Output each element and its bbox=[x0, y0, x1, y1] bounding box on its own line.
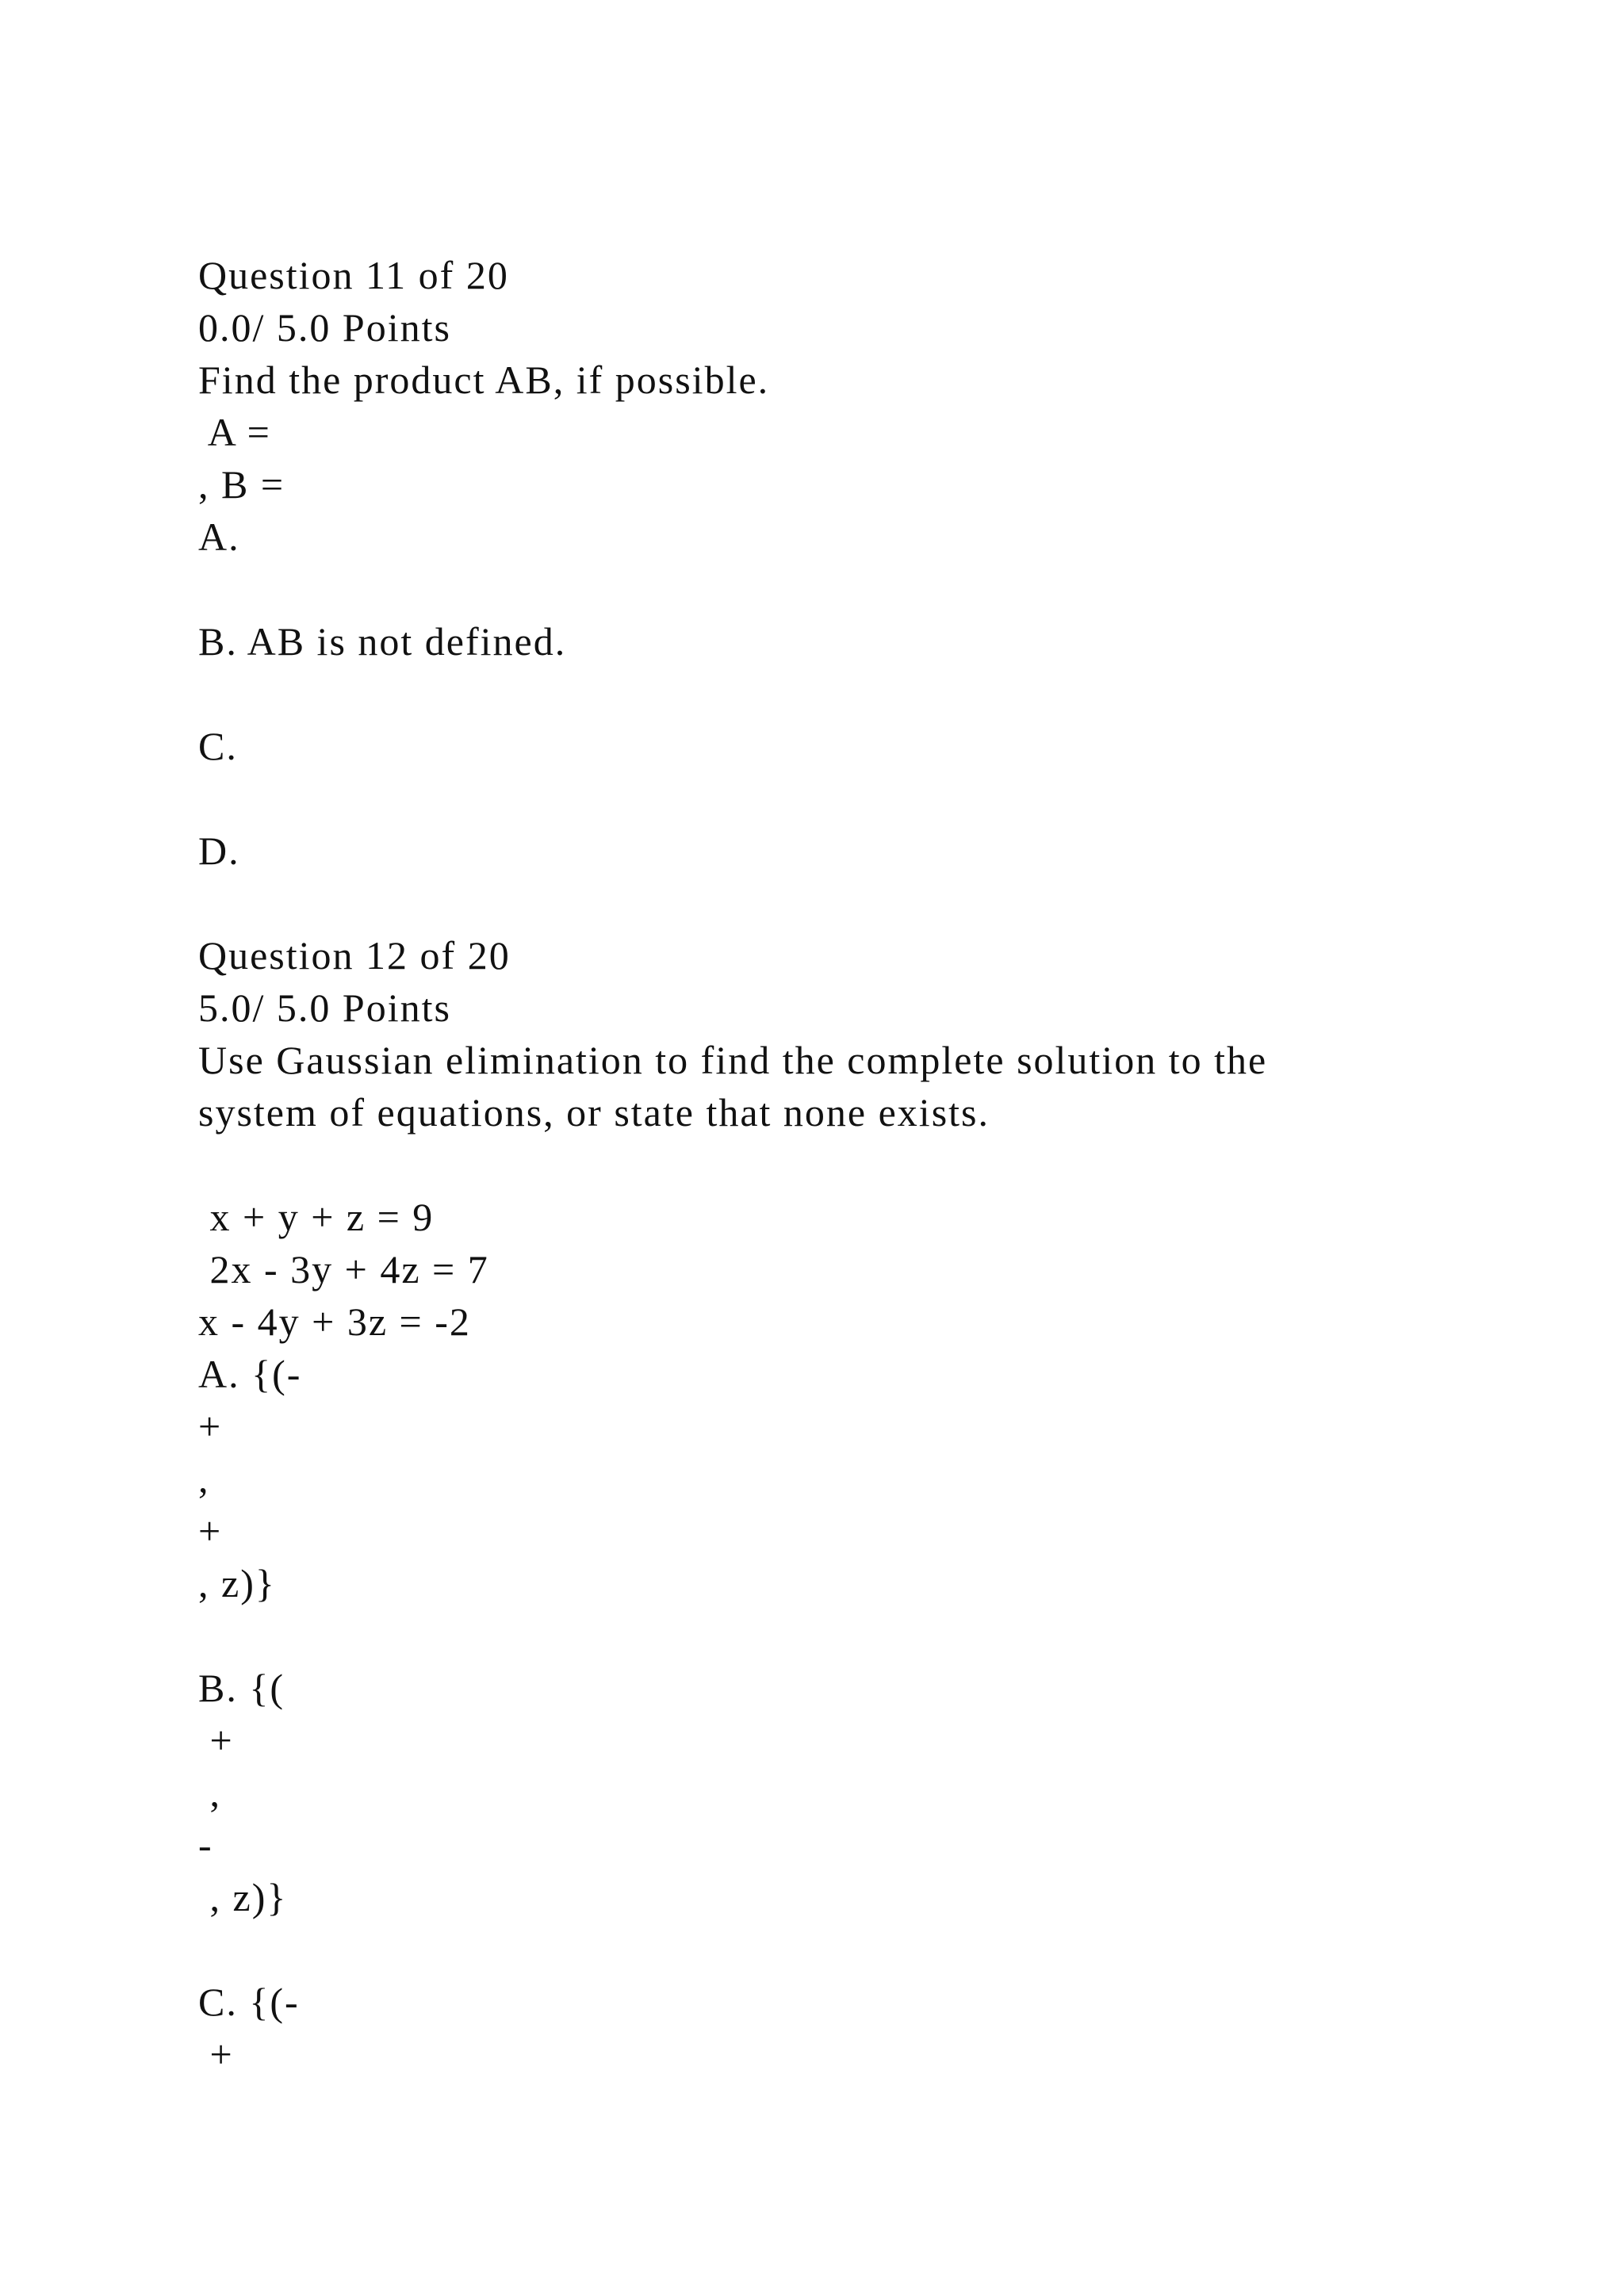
q11-matrix-b-label: , B = bbox=[198, 462, 285, 507]
q12-option-a-line-1: A. {(- bbox=[198, 1352, 302, 1396]
q12-equation-1: x + y + z = 9 bbox=[198, 1195, 435, 1239]
q12-points: 5.0/ 5.0 Points bbox=[198, 985, 451, 1030]
q12-option-b-line-5: , z)} bbox=[198, 1875, 288, 1919]
q12-option-b-line-2: + bbox=[198, 1718, 234, 1762]
q12-option-a-line-2: + bbox=[198, 1404, 223, 1448]
q11-option-d: D. bbox=[198, 828, 240, 873]
q11-header: Question 11 of 20 bbox=[198, 253, 509, 297]
q12-option-a-line-4: + bbox=[198, 1509, 223, 1553]
q12-option-b-line-4: - bbox=[198, 1823, 213, 1867]
q12-option-a-line-5: , z)} bbox=[198, 1561, 276, 1605]
q12-option-b-line-1: B. {( bbox=[198, 1666, 285, 1710]
q12-option-c-line-1: C. {(- bbox=[198, 1980, 300, 2024]
q12-option-c-line-2: + bbox=[198, 2032, 234, 2076]
q12-option-b-line-3: , bbox=[198, 1770, 221, 1815]
q11-points: 0.0/ 5.0 Points bbox=[198, 305, 451, 350]
q12-option-a-line-3: , bbox=[198, 1456, 210, 1501]
q11-option-b: B. AB is not defined. bbox=[198, 619, 567, 664]
q12-equation-3: x - 4y + 3z = -2 bbox=[198, 1299, 471, 1344]
q12-equation-2: 2x - 3y + 4z = 7 bbox=[198, 1247, 489, 1292]
q12-prompt-line-2: system of equations, or state that none exists. bbox=[198, 1090, 990, 1135]
q12-header: Question 12 of 20 bbox=[198, 933, 511, 978]
q11-option-c: C. bbox=[198, 724, 238, 768]
q11-prompt: Find the product AB, if possible. bbox=[198, 358, 770, 402]
q11-matrix-a-label: A = bbox=[198, 410, 271, 454]
q12-prompt-line-1: Use Gaussian elimination to find the complete solution to the bbox=[198, 1038, 1268, 1082]
q11-option-a: A. bbox=[198, 515, 240, 559]
